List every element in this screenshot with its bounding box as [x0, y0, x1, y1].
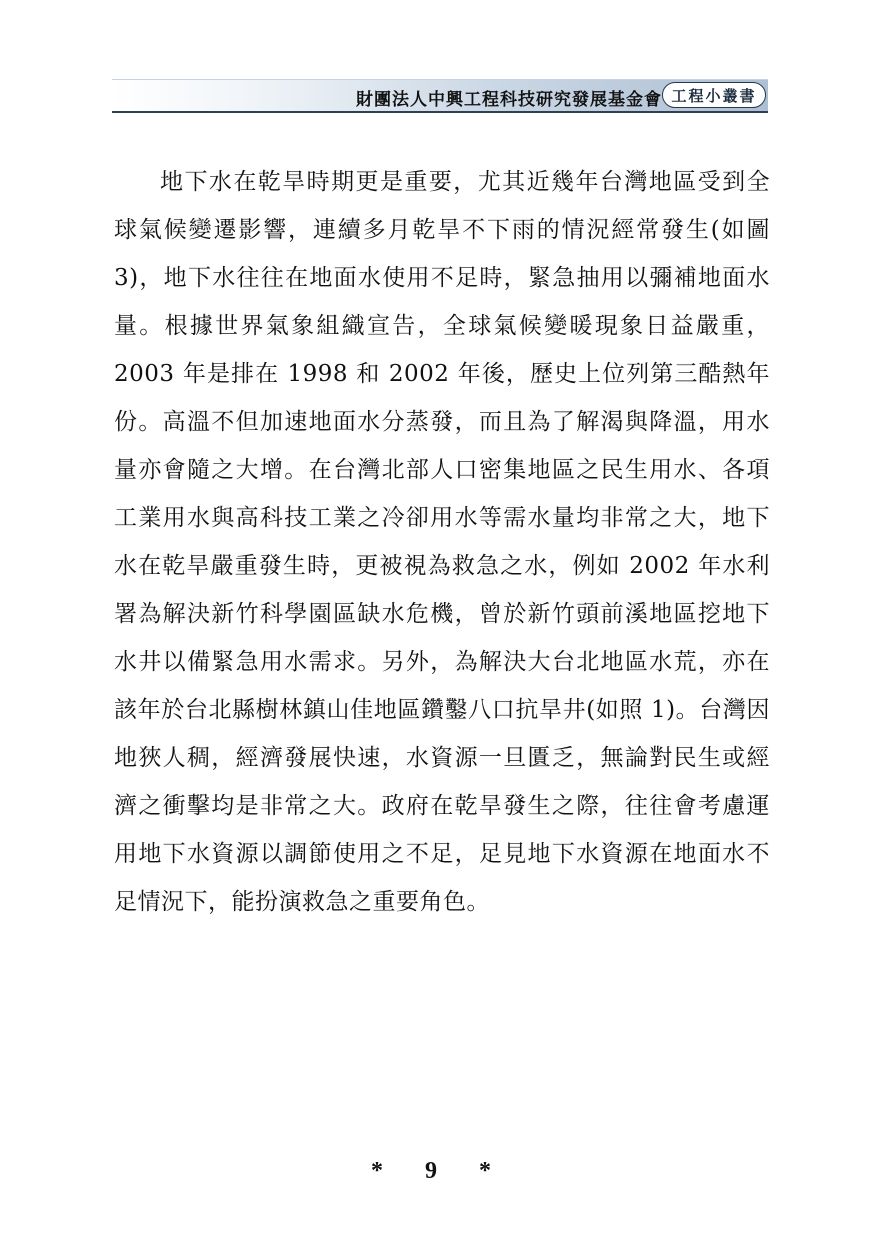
header-organization-name: 財團法人中興工程科技研究發展基金會: [356, 90, 662, 110]
header-top-rule: [112, 79, 768, 80]
series-title-badge: 工程小叢書: [662, 82, 766, 108]
header-bottom-rule: [112, 111, 768, 113]
body-paragraph: 地下水在乾旱時期更是重要，尤其近幾年台灣地區受到全球氣候變遷影響，連續多月乾旱不下雨的情況經常發生(如圖 3)，地下水往往在地面水使用不足時，緊急抽用以彌補地面水量。根據世界氣象組織宣告，全球氣候變暖現象日益嚴重，2003 年是排在 1998 和 2002 年後，歷史上位列第三酷熱年份。高溫不但加速地面水分蒸發，而且為了解渴與降溫，用水量亦會隨之大增。在台灣北部人口密集地區之民生用水、各項工業用水與高科技工業之冷卻用水等需水量均非常之大，地下水在乾旱嚴重發生時，更被視為救急之水，例如 2002 年水利署為解決新竹科學園區缺水危機，曾於新竹頭前溪地區挖地下水井以備緊急用水需求。另外，為解決大台北地區水荒，亦在該年於台北縣樹林鎮山佳地區鑽鑿八口抗旱井(如照 1)。台灣因地狹人稠，經濟發展快速，水資源一旦匱乏，無論對民生或經濟之衝擊均是非常之大。政府在乾旱發生之際，往往會考慮運用地下水資源以調節使用之不足，足見地下水資源在地面水不足情況下，能扮演救急之重要角色。: [114, 169, 770, 915]
page-number: * 9 *: [371, 1158, 509, 1184]
